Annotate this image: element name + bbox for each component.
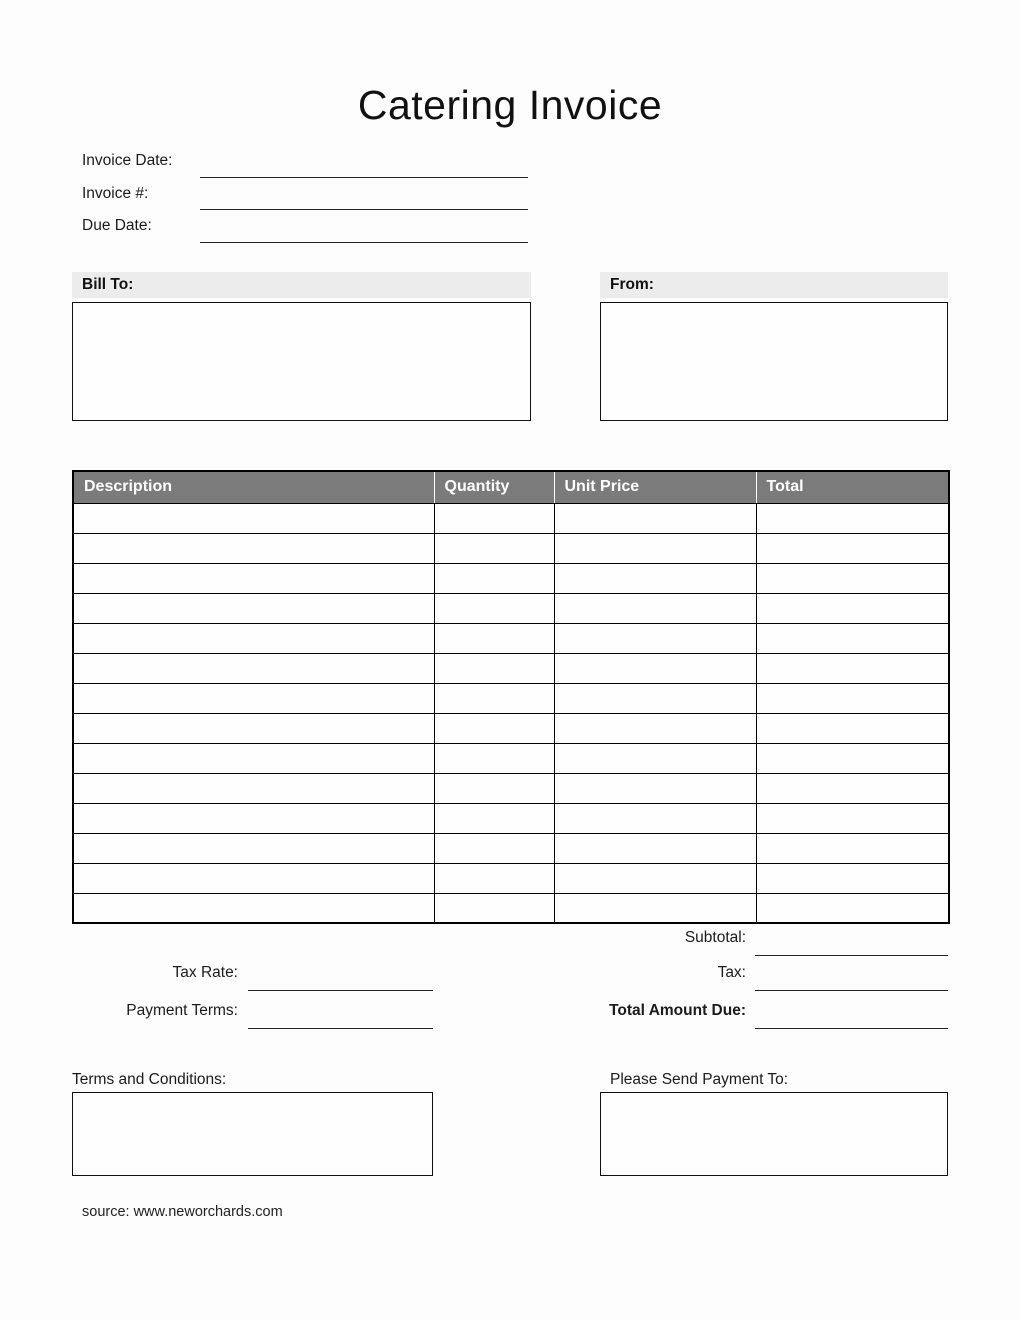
col-header-description: Description	[73, 471, 434, 503]
item-cell[interactable]	[756, 533, 949, 563]
item-cell[interactable]	[73, 563, 434, 593]
total-amount-due-label: Total Amount Due:	[609, 1002, 746, 1019]
item-cell[interactable]	[554, 653, 756, 683]
item-cell[interactable]	[73, 713, 434, 743]
from-section	[600, 272, 948, 421]
invoice-number-input[interactable]	[200, 209, 528, 210]
item-cell[interactable]	[756, 773, 949, 803]
item-cell[interactable]	[73, 833, 434, 863]
payment-terms-label: Payment Terms:	[126, 1002, 238, 1019]
totals-left-spacer	[72, 947, 238, 956]
item-cell[interactable]	[756, 893, 949, 923]
item-cell[interactable]	[434, 593, 554, 623]
invoice-date-input[interactable]	[200, 177, 528, 178]
tax-rate-label: Tax Rate:	[172, 964, 238, 981]
item-cell[interactable]	[73, 863, 434, 893]
item-cell[interactable]	[434, 713, 554, 743]
payment-to-label: Please Send Payment To:	[610, 1071, 789, 1088]
item-cell[interactable]	[434, 773, 554, 803]
parties-section	[72, 272, 948, 421]
item-cell[interactable]	[434, 503, 554, 533]
col-header-total: Total	[756, 471, 949, 503]
invoice-number-label: Invoice #:	[82, 184, 149, 202]
item-cell[interactable]	[554, 503, 756, 533]
item-row	[73, 503, 949, 533]
item-row	[73, 773, 949, 803]
item-row	[73, 653, 949, 683]
item-cell[interactable]	[434, 533, 554, 563]
tax-row	[72, 956, 948, 991]
item-cell[interactable]	[756, 593, 949, 623]
item-cell[interactable]	[73, 623, 434, 653]
invoice-number-row	[82, 181, 528, 214]
item-row	[73, 863, 949, 893]
item-cell[interactable]	[434, 683, 554, 713]
item-cell[interactable]	[756, 623, 949, 653]
item-cell[interactable]	[554, 623, 756, 653]
subtotal-input[interactable]	[755, 955, 948, 956]
item-cell[interactable]	[434, 623, 554, 653]
item-cell[interactable]	[756, 863, 949, 893]
item-cell[interactable]	[434, 743, 554, 773]
item-row	[73, 803, 949, 833]
item-cell[interactable]	[756, 743, 949, 773]
item-row	[73, 593, 949, 623]
item-cell[interactable]	[73, 773, 434, 803]
item-cell[interactable]	[756, 683, 949, 713]
due-date-input[interactable]	[200, 242, 528, 243]
item-cell[interactable]	[554, 713, 756, 743]
item-row	[73, 833, 949, 863]
item-cell[interactable]	[73, 653, 434, 683]
item-cell[interactable]	[554, 893, 756, 923]
invoice-date-row	[82, 148, 528, 181]
item-row	[73, 713, 949, 743]
item-cell[interactable]	[434, 803, 554, 833]
invoice-date-label: Invoice Date:	[82, 152, 173, 170]
subtotal-row	[72, 921, 948, 956]
item-cell[interactable]	[554, 533, 756, 563]
item-row	[73, 623, 949, 653]
item-cell[interactable]	[434, 893, 554, 923]
from-header: From:	[600, 272, 948, 298]
total-due-row	[72, 991, 948, 1029]
payment-to-box[interactable]	[600, 1092, 948, 1176]
terms-box[interactable]	[72, 1092, 433, 1176]
bill-to-section	[72, 272, 531, 421]
item-row	[73, 743, 949, 773]
from-box[interactable]	[600, 302, 948, 421]
item-cell[interactable]	[756, 653, 949, 683]
total-amount-due-input[interactable]	[755, 1028, 948, 1029]
item-row	[73, 893, 949, 923]
due-date-label: Due Date:	[82, 217, 152, 235]
totals-section	[72, 921, 948, 1029]
item-cell[interactable]	[554, 833, 756, 863]
item-cell[interactable]	[434, 653, 554, 683]
col-header-quantity: Quantity	[434, 471, 554, 503]
item-cell[interactable]	[73, 683, 434, 713]
item-cell[interactable]	[554, 563, 756, 593]
item-cell[interactable]	[73, 533, 434, 563]
item-cell[interactable]	[434, 563, 554, 593]
payment-terms-input[interactable]	[248, 1028, 433, 1029]
item-row	[73, 683, 949, 713]
item-cell[interactable]	[434, 833, 554, 863]
footer-section	[72, 1071, 948, 1176]
item-cell[interactable]	[73, 743, 434, 773]
subtotal-label: Subtotal:	[684, 929, 746, 946]
bill-to-box[interactable]	[72, 302, 531, 421]
item-cell[interactable]	[73, 803, 434, 833]
source-note: source: www.neworchards.com	[82, 1204, 283, 1220]
item-cell[interactable]	[434, 863, 554, 893]
item-cell[interactable]	[756, 833, 949, 863]
tax-input[interactable]	[755, 990, 948, 991]
item-cell[interactable]	[554, 773, 756, 803]
item-cell[interactable]	[554, 743, 756, 773]
items-table	[72, 470, 950, 924]
item-cell[interactable]	[756, 713, 949, 743]
item-cell[interactable]	[756, 563, 949, 593]
item-cell[interactable]	[554, 683, 756, 713]
bill-to-header: Bill To:	[72, 272, 531, 298]
tax-rate-input[interactable]	[248, 990, 433, 991]
item-cell[interactable]	[554, 593, 756, 623]
item-cell[interactable]	[756, 503, 949, 533]
terms-section	[72, 1071, 433, 1176]
item-cell[interactable]	[73, 893, 434, 923]
item-cell[interactable]	[73, 593, 434, 623]
due-date-row	[82, 213, 528, 246]
col-header-unit-price: Unit Price	[554, 471, 756, 503]
item-cell[interactable]	[73, 503, 434, 533]
item-cell[interactable]	[554, 803, 756, 833]
item-row	[73, 533, 949, 563]
invoice-meta	[82, 148, 528, 246]
page-title: Catering Invoice	[357, 82, 663, 128]
item-cell[interactable]	[756, 803, 949, 833]
tax-label: Tax:	[717, 964, 746, 981]
items-header-row	[73, 471, 949, 503]
item-row	[73, 563, 949, 593]
terms-label: Terms and Conditions:	[72, 1071, 227, 1088]
payment-to-section	[600, 1071, 948, 1176]
item-cell[interactable]	[554, 863, 756, 893]
